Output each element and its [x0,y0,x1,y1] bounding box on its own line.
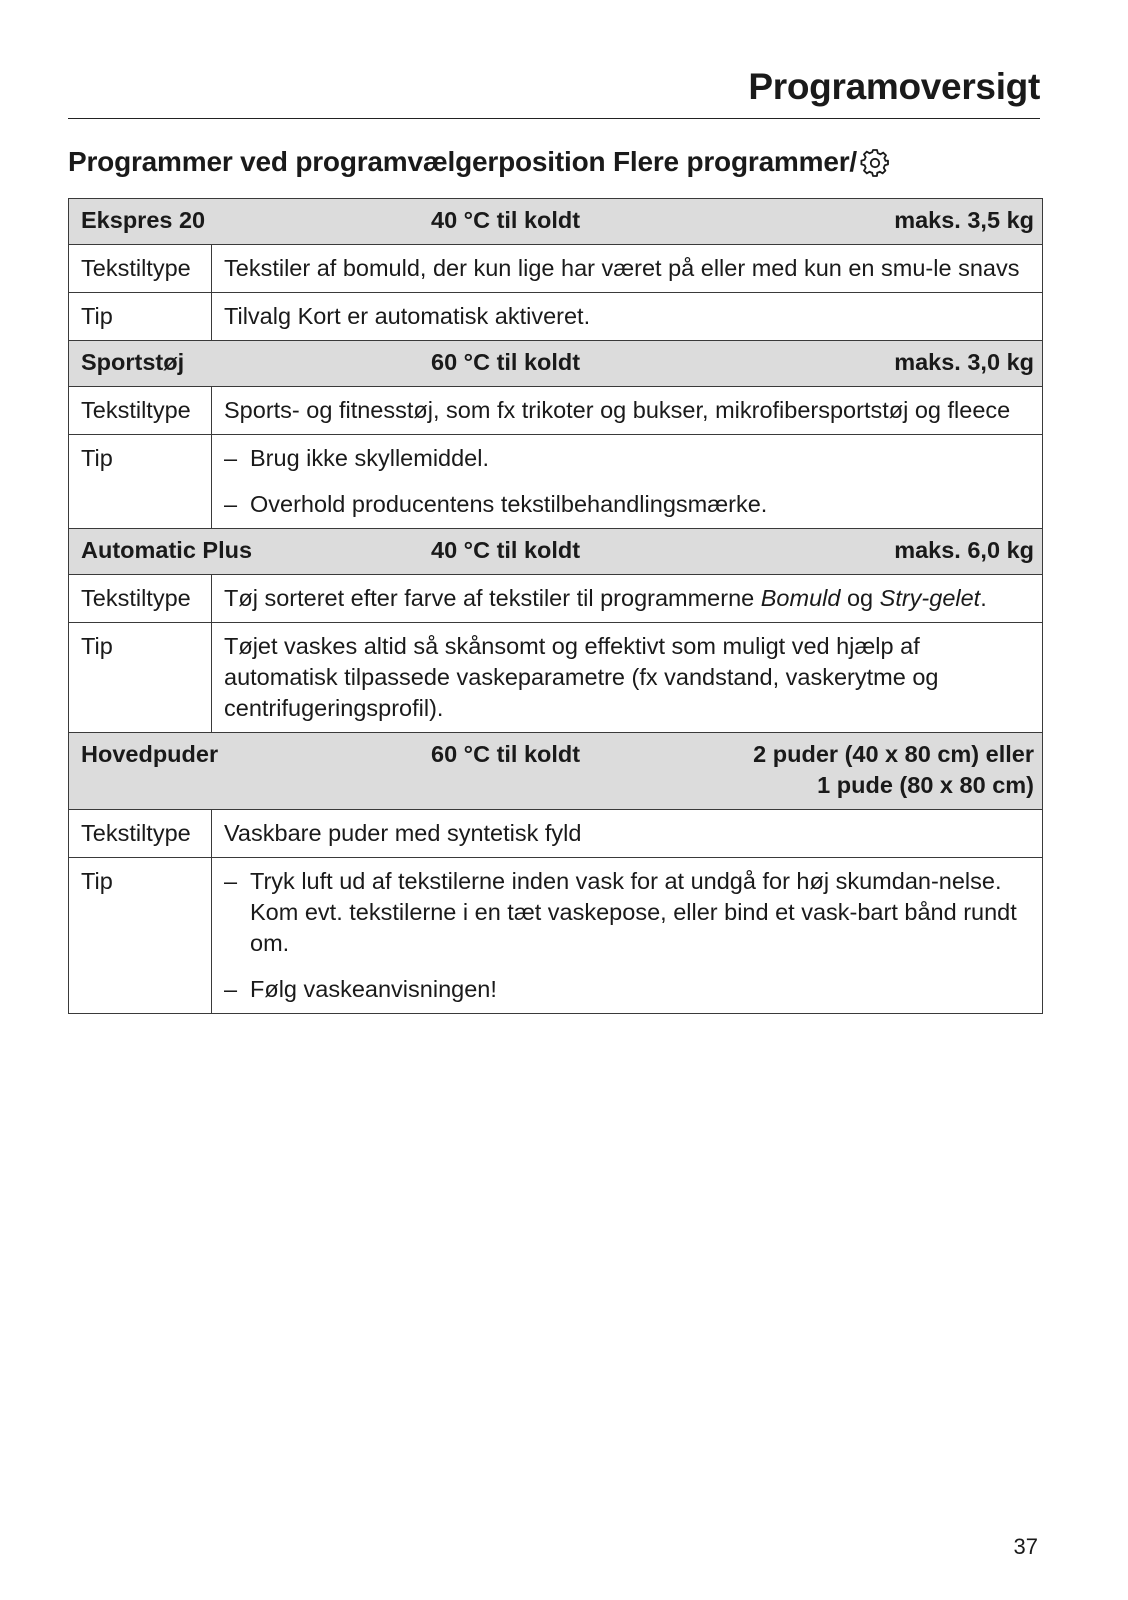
program-temperature: 60 °C til koldt [431,741,581,767]
table-row [69,810,1043,858]
tip-text: Tilvalg Kort er automatisk aktiveret. [212,293,1043,341]
row-label: Tekstiltype [69,575,212,623]
dash-bullet: – [224,491,238,517]
program-temperature: 40 °C til koldt [431,207,581,233]
list-item [224,489,1034,520]
list-item [224,866,1034,959]
program-header-row [69,199,1043,245]
program-name: Ekspres 20 [81,207,206,233]
page-title: Programoversigt [748,66,1040,107]
table-row [69,575,1043,623]
tip-text: Brug ikke skyllemiddel. [250,445,490,471]
dash-bullet: – [224,976,238,1002]
program-name: Sportstøj [81,349,185,375]
table-row [69,387,1043,435]
table-row [69,435,1043,529]
program-name: Automatic Plus [81,537,253,563]
textile-description: Vaskbare puder med syntetisk fyld [212,810,1043,858]
program-table [68,198,1043,1014]
section-heading-text: Programmer ved programvælgerposition Flere programmer/ [68,146,857,177]
tip-list [212,858,1043,1014]
page-header [68,60,1040,119]
textile-description: Sports- og fitnesstøj, som fx trikoter og bukser, mikrofibersportstøj og fleece [212,387,1043,435]
program-load: maks. 6,0 kg [894,537,1034,563]
section-heading [68,146,890,178]
program-load-line: 1 pude (80 x 80 cm) [817,772,1034,798]
row-label: Tip [69,293,212,341]
tip-text: Overhold producentens tekstilbehandlingsmærke. [250,491,768,517]
row-label: Tekstiltype [69,245,212,293]
textile-text: . [980,585,987,611]
program-temperature: 40 °C til koldt [431,537,581,563]
row-label: Tekstiltype [69,387,212,435]
row-label: Tip [69,435,212,529]
gear-icon [860,147,890,177]
textile-description [212,575,1043,623]
dash-bullet: – [224,445,238,471]
textile-text: og [840,585,880,611]
program-load [691,739,1034,801]
program-header-row [69,733,1043,810]
program-load: maks. 3,5 kg [894,207,1034,233]
program-header-row [69,529,1043,575]
program-temperature: 60 °C til koldt [431,349,581,375]
program-reference: Bomuld [760,585,841,611]
program-name: Hovedpuder [81,741,219,767]
tip-text: Følg vaskeanvisningen! [250,976,497,1002]
row-label: Tekstiltype [69,810,212,858]
program-reference: Stry-gelet [879,585,981,611]
dash-bullet: – [224,868,238,894]
table-row [69,293,1043,341]
table-row [69,858,1043,1014]
row-label: Tip [69,623,212,733]
textile-description: Tekstiler af bomuld, der kun lige har været på eller med kun en smu-le snavs [212,245,1043,293]
tip-text: Tryk luft ud af tekstilerne inden vask for at undgå for høj skumdan-nelse. Kom evt. tekstilerne i en tæt vaskepose, eller bind et vask-bart bånd rundt om. [250,868,1017,956]
table-row [69,245,1043,293]
textile-text: Tøj sorteret efter farve af tekstiler til programmerne [224,585,761,611]
tip-text: Tøjet vaskes altid så skånsomt og effektivt som muligt ved hjælp af automatisk tilpassede vaskeparametre (fx vandstand, vaskerytme og centrifugeringsprofil). [212,623,1043,733]
table-row [69,623,1043,733]
program-header-row [69,341,1043,387]
list-item [224,443,1034,474]
page-number: 37 [1013,1534,1038,1559]
program-load: maks. 3,0 kg [894,349,1034,375]
list-item [224,974,1034,1005]
tip-list [212,435,1043,529]
program-load-line: 2 puder (40 x 80 cm) eller [753,741,1034,767]
row-label: Tip [69,858,212,1014]
